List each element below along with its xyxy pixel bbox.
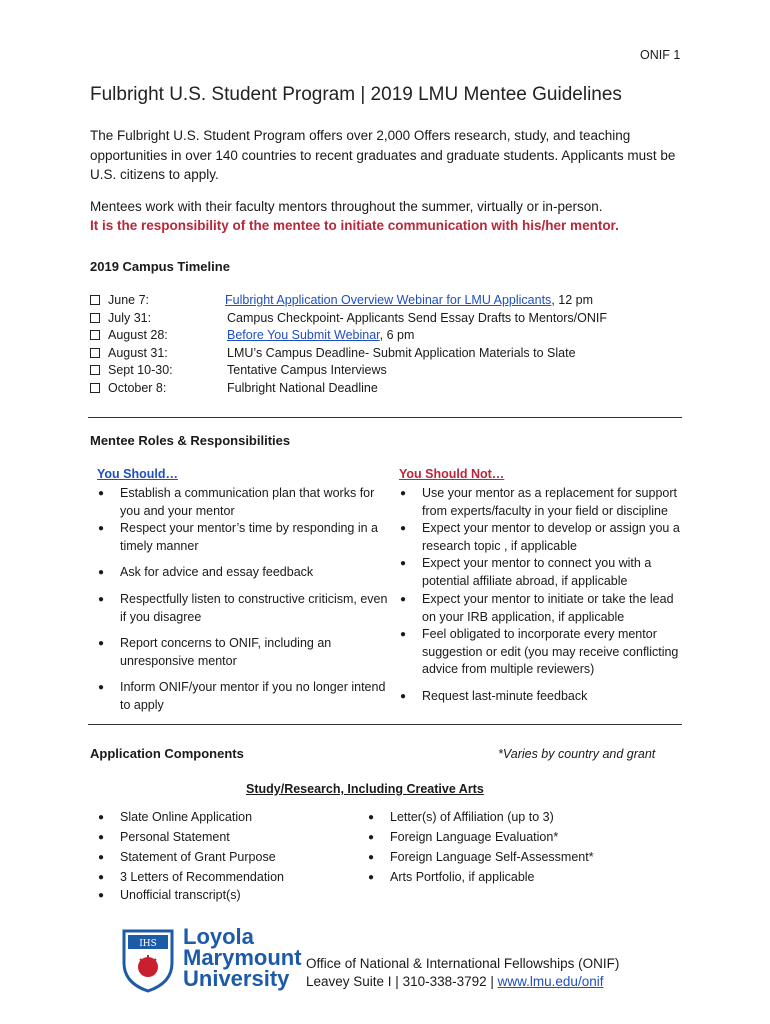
list-item: ● Respectfully listen to constructive criticism, even if you disagree [98,592,388,624]
list-item: ● Respect your mentor’s time by responding in a timely manner [98,521,379,553]
checkbox-icon[interactable] [90,383,100,393]
timeline-date: August 31: [108,345,168,360]
components-heading: Application Components [90,746,244,761]
list-item: ● Expect your mentor to initiate or take the lead on your IRB application, if applicable [400,592,674,624]
list-item: ● 3 Letters of Recommendation [98,870,284,884]
office-address: Leavey Suite I | 310-338-3792 | www.lmu.edu/onif [306,974,604,989]
components-subheading: Study/Research, Including Creative Arts [246,782,484,796]
checkbox-icon[interactable] [90,330,100,340]
timeline-detail: Campus Checkpoint- Applicants Send Essay Drafts to Mentors/ONIF [227,310,608,325]
list-item: ● Letter(s) of Affiliation (up to 3) [368,810,554,824]
timeline-row [90,310,690,328]
lmu-shield-logo [122,929,174,993]
list-item: ● Report concerns to ONIF, including an unresponsive mentor [98,636,332,668]
list-item: ● Feel obligated to incorporate every mentor suggestion or edit (you may receive conflicting advice from multiple reviewers) [400,627,679,676]
overview-webinar-link[interactable]: Fulbright Application Overview Webinar for LMU Applicants [225,293,552,307]
timeline-date: July 31: [108,310,152,325]
list-item: ● Slate Online Application [98,810,253,824]
list-item: ● Request last-minute feedback [400,689,588,703]
timeline-detail: , 12 pm [551,293,593,307]
should-heading: You Should… [97,467,179,481]
wordmark-line: University [183,966,290,991]
should-not-heading: You Should Not… [399,467,505,481]
lmu-wordmark [183,926,302,989]
varies-note: *Varies by country and grant [498,747,656,761]
roles-heading: Mentee Roles & Responsibilities [90,433,291,448]
timeline-detail: LMU’s Campus Deadline- Submit Application Materials to Slate [227,345,576,360]
footer-contact [306,955,619,991]
timeline-detail: Tentative Campus Interviews [227,363,387,377]
timeline-detail: , 6 pm [379,328,415,342]
list-item: ● Statement of Grant Purpose [98,850,276,864]
timeline-date: June 7: [108,293,150,307]
checkbox-icon[interactable] [90,348,100,358]
list-item: ● Ask for advice and essay feedback [98,565,314,579]
list-item: ● Unofficial transcript(s) [98,888,241,902]
checkbox-icon[interactable] [90,313,100,323]
svg-text:IHS: IHS [139,939,157,949]
timeline-date: August 28: [108,328,168,342]
timeline-row [90,327,690,345]
list-item: ● Inform ONIF/your mentor if you no longer intend to apply [98,680,386,712]
responsibility-warning: It is the responsibility of the mentee to initiate communication with his/her mentor. [90,218,619,233]
list-item: ● Expect your mentor to connect you with a potential affiliate abroad, if applicable [400,556,652,588]
checkbox-icon[interactable] [90,295,100,305]
page-tag: ONIF 1 [640,48,681,62]
timeline-date: Sept 10-30: [108,363,173,377]
checkbox-icon[interactable] [90,365,100,375]
timeline-detail: Fulbright National Deadline [227,380,378,395]
list-item: ● Foreign Language Evaluation* [368,830,559,844]
onif-website-link[interactable]: www.lmu.edu/onif [497,974,604,989]
list-item: ● Establish a communication plan that works for you and your mentor [98,486,375,518]
list-item: ● Expect your mentor to develop or assign you a research topic , if applicable [400,521,680,553]
page-title: Fulbright U.S. Student Program | 2019 LMU Mentee Guidelines [90,84,622,105]
list-item: ● Use your mentor as a replacement for support from experts/faculty in your field or discipline [400,486,677,518]
timeline-date: October 8: [108,380,167,395]
wordmark-line: Marymount [183,945,302,970]
before-submit-webinar-link[interactable]: Before You Submit Webinar [227,328,380,342]
wordmark-line: Loyola [183,924,254,949]
divider [88,724,682,725]
timeline-row [90,292,690,310]
mentee-paragraph: Mentees work with their faculty mentors throughout the summer, virtually or in-person. [90,199,603,214]
list-item: ● Arts Portfolio, if applicable [368,870,535,884]
list-item: ● Personal Statement [98,830,230,844]
timeline-heading: 2019 Campus Timeline [90,259,230,274]
list-item: ● Foreign Language Self-Assessment* [368,850,594,864]
timeline-row [90,380,690,398]
intro-paragraph: The Fulbright U.S. Student Program offers over 2,000 Offers research, study, and teaching opportunities in over 140 countries to recent graduates and graduate students. Applicants must be U.S. citizens to apply. [90,128,676,182]
timeline-list [90,292,690,397]
office-name: Office of National & International Fellowships (ONIF) [306,956,620,971]
divider [88,417,682,418]
timeline-row [90,362,690,380]
timeline-row [90,345,690,363]
